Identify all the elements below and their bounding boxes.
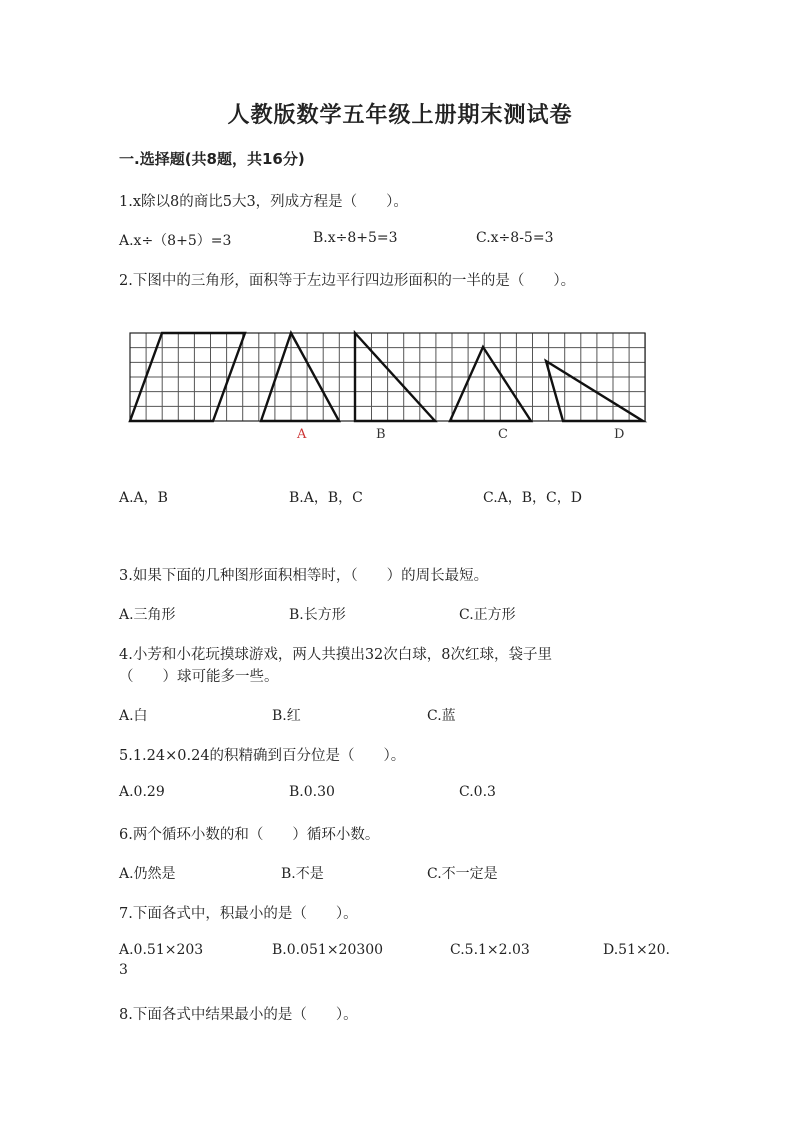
q7-option-d-wrap: 3: [119, 962, 128, 978]
question-3: 3.如果下面的几种图形面积相等时，（ ）的周长最短。: [119, 568, 489, 584]
q1-option-c: C.x÷8-5=3: [476, 230, 554, 246]
figure-label-a: A: [297, 427, 307, 442]
figure-label-c: C: [498, 427, 508, 442]
question-4-line-2: （ ）球可能多一些。: [119, 669, 279, 685]
question-2: 2.下图中的三角形，面积等于左边平行四边形面积的一半的是（ ）。: [119, 273, 576, 289]
q7-option-b: B.0.051×20300: [272, 942, 384, 958]
q6-option-a: A.仍然是: [119, 866, 176, 882]
figure-label-d: D: [614, 427, 625, 442]
figure-label-b: B: [376, 427, 386, 442]
question-4-line-1: 4.小芳和小花玩摸球游戏，两人共摸出32次白球，8次红球，袋子里: [119, 647, 553, 663]
q7-option-d: D.51×20.: [603, 942, 670, 958]
q6-option-b: B.不是: [281, 866, 324, 882]
question-5: 5.1.24×0.24的积精确到百分位是（ ）。: [119, 748, 406, 764]
q6-option-c: C.不一定是: [427, 866, 498, 882]
grid-figure: [128, 328, 648, 448]
q3-option-a: A.三角形: [119, 607, 176, 623]
q5-option-b: B.0.30: [289, 784, 335, 800]
q4-option-b: B.红: [272, 708, 301, 724]
question-1: 1.x除以8的商比5大3，列成方程是（ ）。: [119, 194, 408, 210]
q7-option-c: C.5.1×2.03: [450, 942, 530, 958]
q5-option-a: A.0.29: [119, 784, 165, 800]
q3-option-b: B.长方形: [289, 607, 346, 623]
triangle-c-shape: [450, 347, 531, 421]
question-8: 8.下面各式中结果最小的是（ ）。: [119, 1007, 358, 1023]
q2-option-c: C.A，B，C，D: [483, 490, 582, 506]
q2-option-b: B.A，B，C: [289, 490, 363, 506]
q3-option-c: C.正方形: [459, 607, 516, 623]
q4-option-a: A.白: [119, 708, 148, 724]
page-title: 人教版数学五年级上册期末测试卷: [227, 103, 573, 128]
q4-option-c: C.蓝: [427, 708, 456, 724]
q1-option-b: B.x÷8+5=3: [313, 230, 398, 246]
q2-option-a: A.A，B: [119, 490, 168, 506]
triangle-d-shape: [546, 361, 643, 421]
question-6: 6.两个循环小数的和（ ）循环小数。: [119, 827, 380, 843]
q5-option-c: C.0.3: [459, 784, 496, 800]
section-heading: 一.选择题(共8题，共16分): [119, 150, 305, 168]
question-7: 7.下面各式中，积最小的是（ ）。: [119, 906, 358, 922]
q7-option-a: A.0.51×203: [119, 942, 204, 958]
q1-option-a: A.x÷（8+5）=3: [119, 233, 232, 249]
